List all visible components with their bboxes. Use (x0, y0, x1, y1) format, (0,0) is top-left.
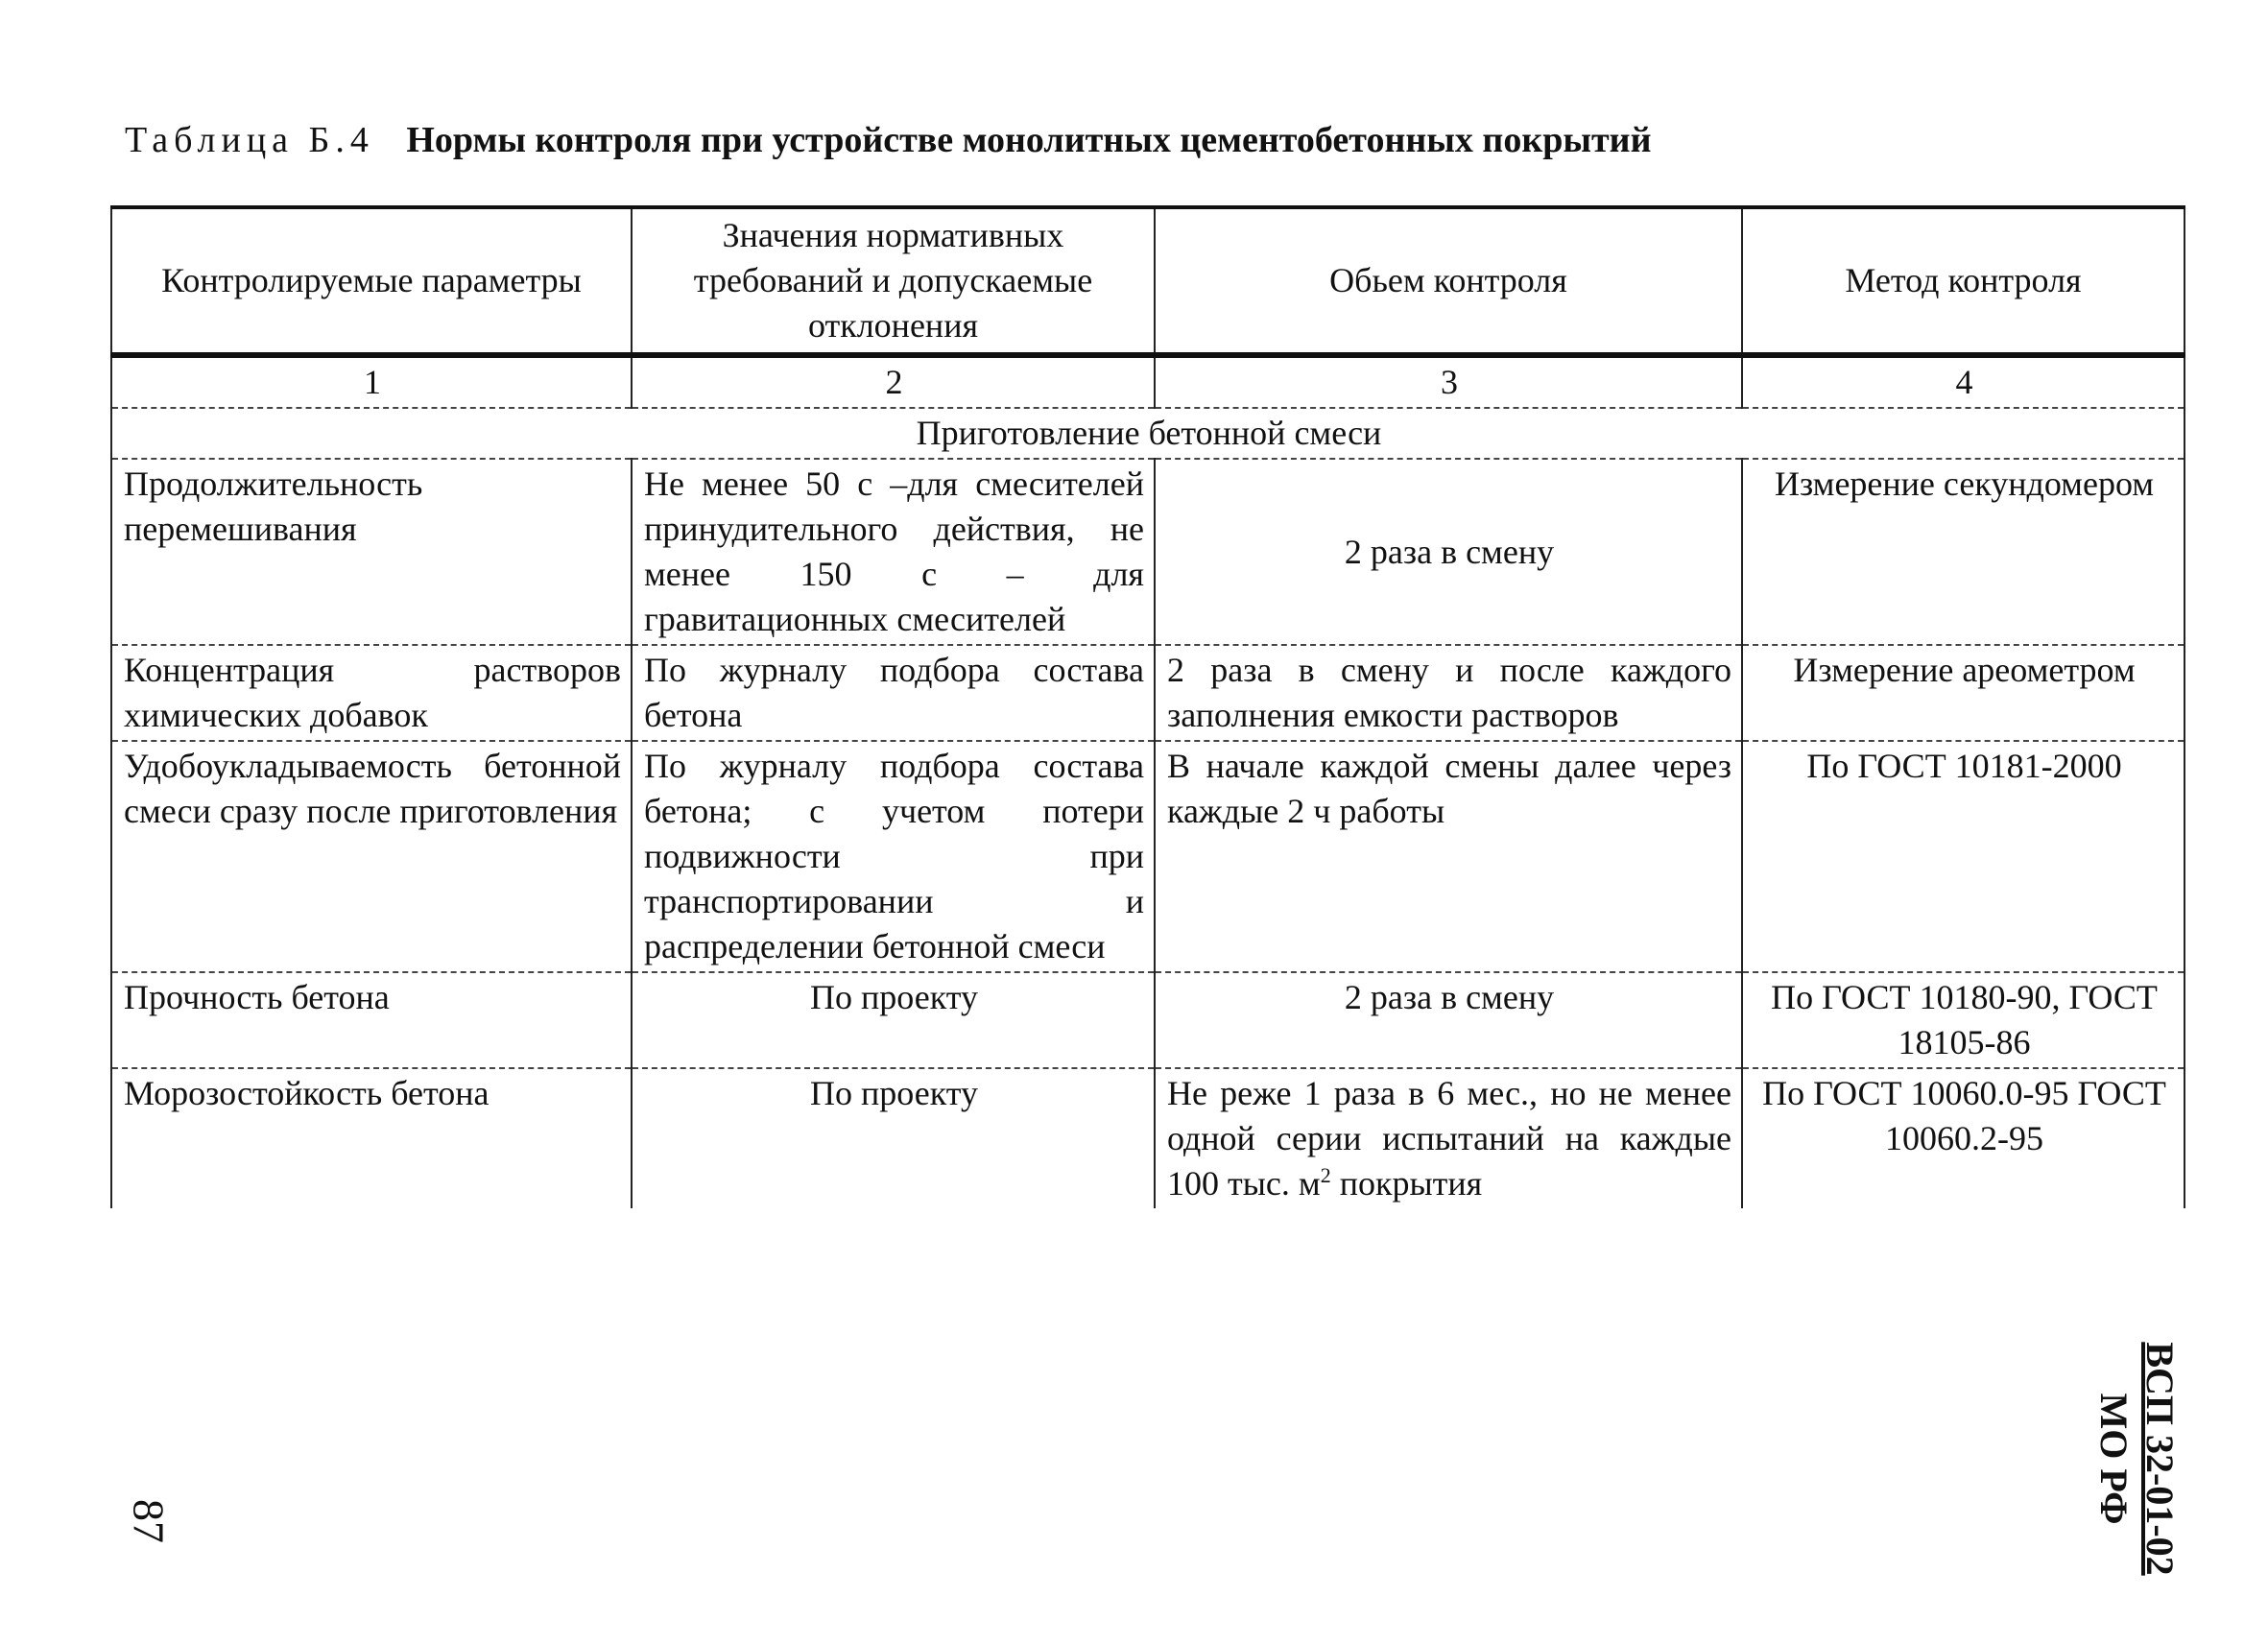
table-label: Таблица Б.4 (125, 120, 374, 160)
control-norms-table (110, 205, 2185, 1208)
cell-parameter: Прочность бетона (111, 972, 632, 1068)
cell-method: Измерение секундомером (1742, 459, 2184, 645)
cell-parameter: Морозостойкость бетона (111, 1068, 632, 1208)
column-number: 3 (1155, 355, 1742, 408)
column-number-row (111, 355, 2184, 408)
cell-volume: 2 раза в смену (1155, 459, 1742, 645)
column-number: 4 (1742, 355, 2184, 408)
header-norms: Значения нормативных требований и допускаемые отклонения (632, 207, 1155, 355)
table-row (111, 972, 2184, 1068)
cell-volume (1155, 1068, 1742, 1208)
cell-method: По ГОСТ 10180-90, ГОСТ 18105-86 (1742, 972, 2184, 1068)
cell-volume: 2 раза в смену и после каждого заполнения емкости растворов (1155, 645, 1742, 741)
column-number: 1 (111, 355, 632, 408)
header-parameters: Контролируемые параметры (111, 207, 632, 355)
section-title: Приготовление бетонной смеси (111, 408, 2184, 459)
page-number (110, 1483, 187, 1560)
cell-method: По ГОСТ 10181-2000 (1742, 741, 2184, 972)
area-unit-exponent: 2 (1320, 1163, 1331, 1187)
cell-norm: Не менее 50 с –для смесителей принудительного действия, не менее 150 с – для гравитационных смесителей (632, 459, 1155, 645)
document-organization: МО РФ (2092, 1393, 2136, 1525)
table-row (111, 459, 2184, 645)
document-code-block (2090, 1315, 2183, 1603)
volume-text-tail: покрытия (1330, 1164, 1483, 1203)
header-method: Метод контроля (1742, 207, 2184, 355)
volume-text: Не реже 1 раза в 6 мес., но не менее одной серии испытаний на каждые 100 тыс. м (1167, 1074, 1731, 1203)
table-row (111, 741, 2184, 972)
document-code-sidebar (2081, 1315, 2192, 1603)
cell-parameter: Продолжительность перемешивания (111, 459, 632, 645)
table-header-row (111, 207, 2184, 355)
section-row (111, 408, 2184, 459)
table-row (111, 1068, 2184, 1208)
cell-norm: По проекту (632, 1068, 1155, 1208)
table-caption (125, 113, 1651, 167)
cell-norm: По журналу подбора состава бетона (632, 645, 1155, 741)
cell-method: Измерение ареометром (1742, 645, 2184, 741)
cell-volume: 2 раза в смену (1155, 972, 1742, 1068)
cell-norm: По журналу подбора состава бетона; с учетом потери подвижности при транспортировании и распределении бетонной смеси (632, 741, 1155, 972)
column-number: 2 (632, 355, 1155, 408)
cell-norm: По проекту (632, 972, 1155, 1068)
cell-parameter: Удобоукладываемость бетонной смеси сразу после приготовления (111, 741, 632, 972)
cell-volume: В начале каждой смены далее через каждые 2 ч работы (1155, 741, 1742, 972)
cell-method: По ГОСТ 10060.0-95 ГОСТ 10060.2-95 (1742, 1068, 2184, 1208)
page-number-text: 87 (124, 1499, 174, 1543)
table-row (111, 645, 2184, 741)
cell-parameter: Концентрация растворов химических добавок (111, 645, 632, 741)
header-volume: Обьем контроля (1155, 207, 1742, 355)
document-code: ВСП 32-01-02 (2138, 1342, 2182, 1576)
table-title: Нормы контроля при устройстве монолитных цементобетонных покрытий (406, 120, 1652, 160)
